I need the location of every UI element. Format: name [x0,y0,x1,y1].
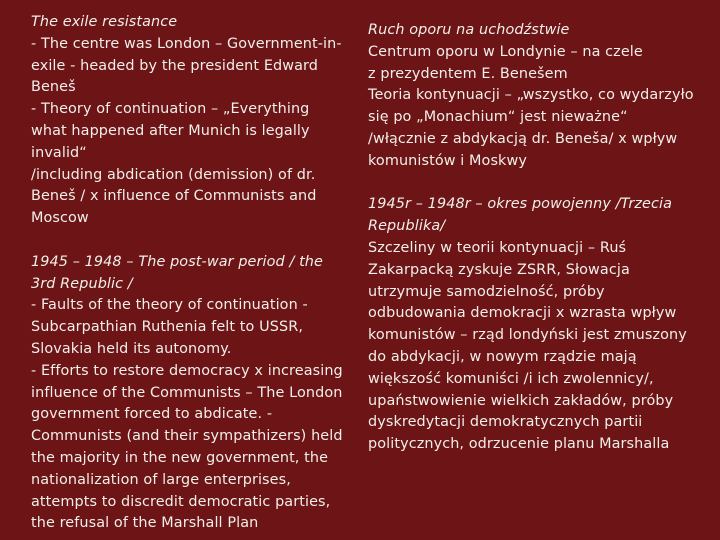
right-heading-postwar [368,194,708,238]
english-column [31,12,356,535]
left-p1-line: what happened after Munich is legally [31,122,310,139]
left-p2-line: the majority in the new government, the [31,449,329,466]
right-p1-line: komunistów i Moskwy [368,152,527,169]
left-p2-line: - Efforts to restore democracy x increasing [31,362,343,379]
right-p2-line: upaństwowienie wielkich zakładów, próby [368,392,674,409]
left-p2-line: government forced to abdicate. - [31,406,273,423]
left-paragraph-exile [31,34,356,230]
right-p2-line: politycznych, odrzucenie planu Marshalla [368,436,670,453]
left-p1-line: - Theory of continuation – „Everything [31,101,310,118]
left-p1-line: - The centre was London – Government-in- [31,35,342,52]
left-p2-line: the refusal of the Marshall Plan [31,515,259,532]
right-p2-line: utrzymuje samodzielność, próby [368,283,605,300]
polish-column [368,20,708,456]
left-spacer [31,230,356,252]
left-p1-line: invalid“ [31,144,87,161]
right-p2-line: do abdykacji, w nowym rządzie mają [368,348,637,365]
left-heading-postwar [31,252,356,296]
right-p2-line: odbudowania demokracji x wzrasta wpływ [368,305,677,322]
left-p1-line: Moscow [31,210,89,227]
right-h2-line: 1945r – 1948r – okres powojenny /Trzecia [368,196,673,213]
left-p2-line: Slovakia held its autonomy. [31,340,232,357]
left-p1-line: exile - headed by the president Edward [31,57,319,74]
right-p1-line: /włącznie z abdykacją dr. Beneša/ x wpływ [368,130,678,147]
left-p2-line: attempts to discredit democratic parties, [31,493,331,510]
right-paragraph-postwar [368,238,708,456]
left-p1-line: /including abdication (demission) of dr. [31,166,316,183]
right-p1-line: się po „Monachium“ jest nieważne“ [368,109,628,126]
left-p2-line: Communists (and their sympathizers) held [31,428,343,445]
right-paragraph-exile [368,42,708,173]
right-heading-exile: Ruch oporu na uchodźstwie [368,22,570,38]
left-p1-line: Beneš [31,79,76,96]
right-p2-line: komunistów – rząd londyński jest zmuszony [368,327,687,344]
right-p2-line: większość komuniści /i ich zwolennicy/, [368,370,654,387]
right-p2-line: dyskredytacji demokratycznych partii [368,414,643,431]
left-p2-line: - Faults of the theory of continuation - [31,297,308,314]
left-paragraph-postwar [31,295,356,535]
right-h2-line: Republika/ [368,218,446,235]
left-h2-line: 3rd Republic / [31,275,133,292]
left-p2-line: influence of the Communists – The London [31,384,343,401]
right-p2-line: Szczeliny w teorii kontynuacji – Ruś [368,239,627,256]
right-spacer [368,173,708,195]
left-p2-line: Subcarpathian Ruthenia felt to USSR, [31,319,303,336]
left-heading-exile: The exile resistance [31,14,178,30]
left-p2-line: nationalization of large enterprises, [31,471,291,488]
right-p1-line: Teoria kontynuacji – „wszystko, co wydarzyło [368,87,694,104]
right-p1-line: Centrum oporu w Londynie – na czele [368,43,643,60]
left-p1-line: Beneš / x influence of Communists and [31,188,317,205]
right-p2-line: Zakarpacką zyskuje ZSRR, Słowacja [368,261,630,278]
left-h2-line: 1945 – 1948 – The post-war period / the [31,253,323,270]
right-p1-line: z prezydentem E. Benešem [368,65,568,82]
